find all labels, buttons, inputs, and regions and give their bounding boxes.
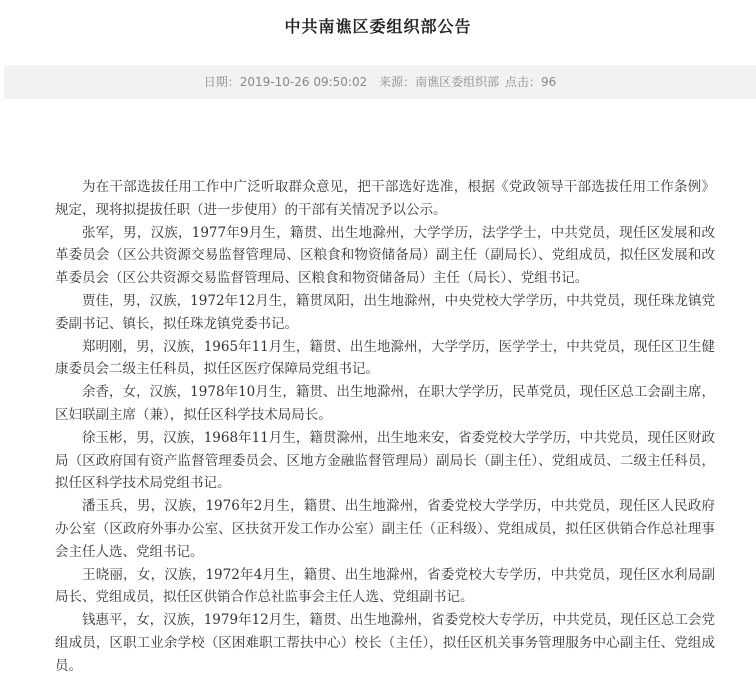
candidate-paragraph: 徐玉彬，男，汉族，1968年11月生，籍贯滁州，出生地来安，省委党校大学学历，中共党员，现任区财政局（区政府国有资产监督管理委员会、区地方金融监督管理局）副局长（副主任）、党组成员、二级主任科员，拟任区科学技术局党组书记。	[55, 429, 715, 492]
article-title: 中共南谯区委组织部公告	[284, 17, 472, 36]
article-source-label: 来源：	[379, 75, 416, 89]
click-count-label: 点击：	[504, 75, 541, 89]
intro-paragraph: 为在干部选拔任用工作中广泛听取群众意见，把干部选好选准，根据《党政领导干部选拔任用工作条例》规定，现将拟提拔任职（进一步使用）的干部有关情况予以公示。	[55, 179, 715, 218]
click-count-value: 96	[540, 75, 557, 89]
candidate-paragraph: 钱惠平，女，汉族，1979年12月生，籍贯、出生地滁州，省委党校大专学历，中共党员，现任区总工会党组成员，区职工业余学校（区困难职工帮扶中心）校长（主任），拟任区机关事务管理服务中心副主任、党组成员。	[55, 612, 715, 674]
candidate-paragraph: 潘玉兵，男，汉族，1976年2月生，籍贯、出生地滁州，省委党校大学学历，中共党员，现任区人民政府办公室（区政府外事办公室、区扶贫开发工作办公室）副主任（正科级）、党组成员，拟任区供销合作总社理事会主任人选、党组书记。	[55, 498, 715, 560]
candidate-paragraph: 王晓丽，女，汉族，1972年4月生，籍贯、出生地滁州，省委党校大专学历，中共党员，现任区水利局副局长、党组成员，拟任区供销合作总社监事会主任人选、党组副书记。	[55, 566, 715, 606]
article-source	[379, 75, 499, 89]
publish-date-label: 日期：	[203, 75, 240, 89]
publish-date	[204, 75, 367, 89]
article-meta-bar	[4, 65, 756, 99]
publish-date-value: 2019-10-26 09:50:02	[239, 75, 368, 89]
candidate-paragraph: 张军，男，汉族，1977年9月生，籍贯、出生地滁州，大学学历，法学学士，中共党员，现任区发展和改革委员会（区公共资源交易监督管理局、区粮食和物资储备局）副主任（副局长）、党组成员，拟任区发展和改革委员会（区公共资源交易监督管理局、区粮食和物资储备局）主任（局长）、党组书记。	[55, 224, 715, 287]
click-count	[505, 75, 556, 89]
candidate-paragraph: 余香，女，汉族，1978年10月生，籍贯、出生地滁州，在职大学学历，民革党员，现任区总工会副主席，区妇联副主席（兼），拟任区科学技术局局长。	[55, 384, 715, 423]
candidate-paragraph: 郑明刚，男，汉族，1965年11月生，籍贯、出生地滁州，大学学历，医学学士，中共党员，现任区卫生健康委员会二级主任科员，拟任区医疗保障局党组书记。	[55, 338, 715, 378]
candidate-paragraph: 贾佳，男，汉族，1972年12月生，籍贯凤阳，出生地滁州，中央党校大学学历，中共党员，现任珠龙镇党委副书记、镇长，拟任珠龙镇党委书记。	[55, 292, 715, 332]
article-body	[55, 176, 715, 678]
article-source-value: 南谯区委组织部	[415, 75, 500, 89]
